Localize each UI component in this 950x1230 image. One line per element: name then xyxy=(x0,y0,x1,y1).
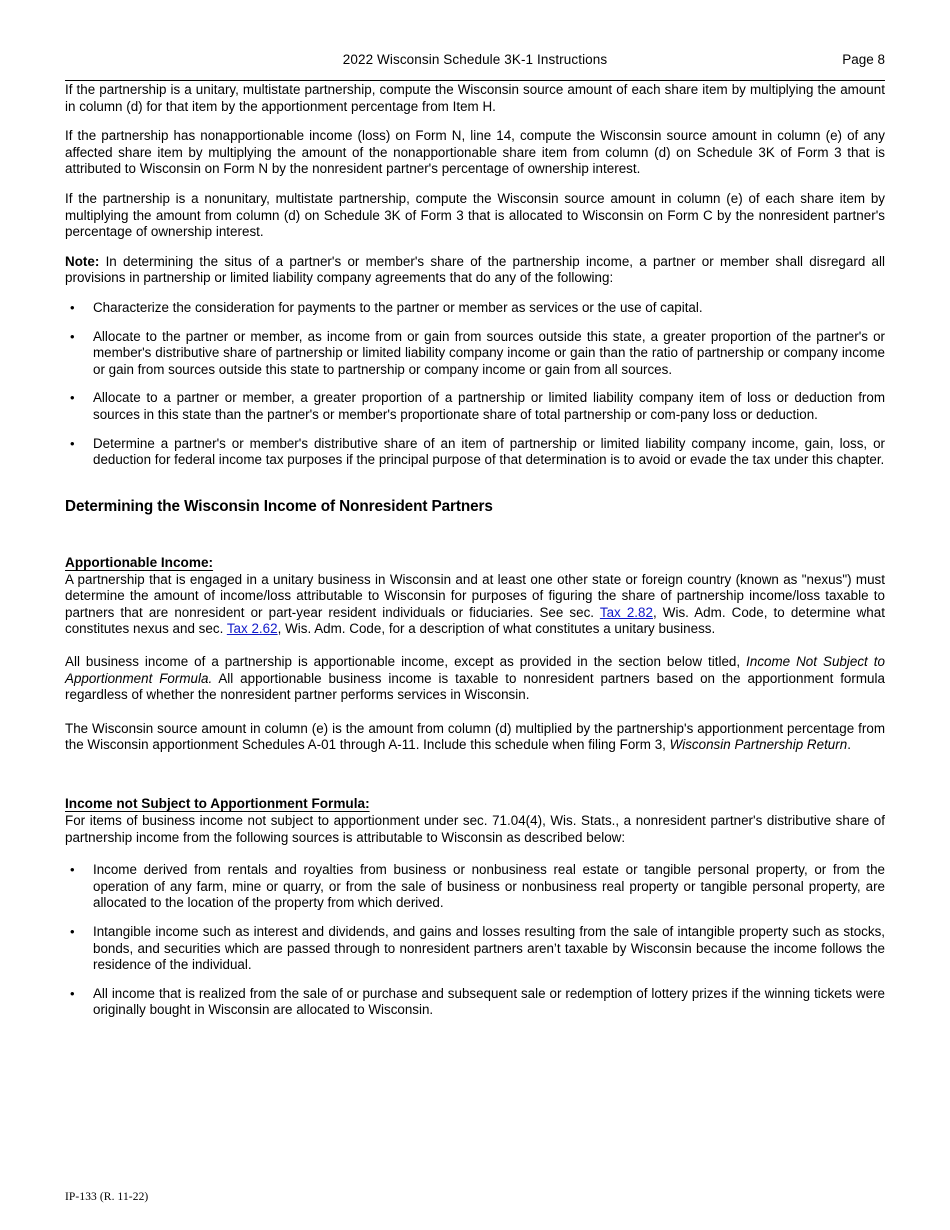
list-item-text: All income that is realized from the sale of or purchase and subsequent sale or redemption of lottery prizes if the winning tickets were originally bought in Wisconsin are allocated to Wisconsin. xyxy=(93,985,885,1018)
note-label: Note: xyxy=(65,253,100,269)
business-income-text-part-1: All business income of a partnership is apportionable income, except as provided in the section below titled, xyxy=(65,654,747,670)
paragraph-nexus-definition xyxy=(65,572,885,638)
paragraph-all-business-income xyxy=(65,654,885,704)
page-number: Page 8 xyxy=(842,52,885,67)
bullet-icon: • xyxy=(70,435,75,451)
list-item xyxy=(65,924,885,974)
note-bullet-list xyxy=(65,300,885,469)
list-item-text: Intangible income such as interest and dividends, and gains and losses resulting from the sale of intangible property such as stocks, bonds, and securities which are passed through to nonresident partners aren’t taxable by Wisconsin because the income follows the residence of the individual. xyxy=(93,924,885,973)
italic-wisconsin-partnership-return: Wisconsin Partnership Return xyxy=(669,737,848,753)
list-item-text: Determine a partner's or member's distributive share of an item of partnership or limited liability company income, gain, loss, or deduction for federal income tax purposes if the principal purpose of that determination is to avoid or evade the tax under this chapter. xyxy=(93,435,885,468)
subheading-apportionable-income-wrap xyxy=(65,535,885,572)
bullet-icon: • xyxy=(70,985,75,1001)
source-amount-text-part-1: The Wisconsin source amount in column (e) is the amount from column (d) multiplied by the partnership's apportionment percentage from the Wisconsin apportionment Schedules A-01 through A-11. Include this schedule when filing Form 3, xyxy=(65,720,885,753)
nexus-text-part-3: , Wis. Adm. Code, for a description of what constitutes a unitary business. xyxy=(277,621,716,637)
income-not-subject-bullet-list xyxy=(65,862,885,1019)
list-item-text: Characterize the consideration for payments to the partner or member as services or the use of capital. xyxy=(93,299,703,315)
footer-form-number: IP-133 (R. 11-22) xyxy=(65,1191,149,1203)
list-item xyxy=(65,986,885,1019)
document-title: 2022 Wisconsin Schedule 3K-1 Instructions xyxy=(342,52,608,67)
subheading-income-not-subject-to-apportionment: Income not Subject to Apportionment Formula: xyxy=(65,796,370,812)
bullet-icon: • xyxy=(70,390,75,406)
paragraph-nonunitary-partnership: If the partnership is a nonunitary, multistate partnership, compute the Wisconsin source amount in column (e) of each share item by multiplying the amount from column (d) on Schedule 3K of Form 3 that is allocated to Wisconsin on Form C by the nonresident partner's percentage of ownership interest. xyxy=(65,190,885,240)
list-item-text: Income derived from rentals and royalties from business or nonbusiness real estate or tangible personal property, or from the operation of any farm, mine or quarry, or from the sale of business or nonbusiness real property or tangible personal property, are allocated to the location of the property from which derived. xyxy=(93,862,885,911)
italic-income-not-subject-title: Income Not Subject to Apportionment Formula. xyxy=(65,654,885,686)
business-income-text-part-2: All apportionable business income is taxable to nonresident partners based on the apportionment formula regardless of whether the nonresident partner performs services in Wisconsin. xyxy=(65,670,885,703)
header-divider xyxy=(65,80,885,81)
bullet-icon: • xyxy=(70,924,75,939)
list-item-text: Allocate to a partner or member, a greater proportion of a partnership or limited liability company item of loss or deduction from sources in this state than the partner's or member's proportionate share of total partnership or com-pany loss or deduction. xyxy=(93,390,885,422)
bullet-icon: • xyxy=(70,328,75,344)
note-text: In determining the situs of a partner's or member's share of the partnership income, a partner or member shall disregard all provisions in partnership or limited liability company agreements that do any of the following: xyxy=(65,253,885,286)
paragraph-not-subject-intro: For items of business income not subject to apportionment under sec. 71.04(4), Wis. Stats., a nonresident partner's distributive share of partnership income from the following sources is attributable to Wisconsin as described below: xyxy=(65,813,885,845)
list-item xyxy=(65,436,885,469)
subheading-apportionable-income: Apportionable Income: xyxy=(65,554,214,570)
bullet-icon: • xyxy=(70,862,75,878)
page-header xyxy=(65,0,885,82)
nexus-text-part-1: A partnership that is engaged in a unitary business in Wisconsin and at least one other state or foreign country (known as "nexus") must determine the amount of income/loss attributable to Wisconsin for purposes of figuring the share of partnership income/loss taxable to partners that are nonresident or part-year resident individuals or fiduciaries. See sec. xyxy=(65,571,885,620)
page-content xyxy=(65,0,885,1019)
link-tax-2-62[interactable]: Tax 2.62 xyxy=(226,621,278,637)
paragraph-wisconsin-source-amount xyxy=(65,721,885,754)
list-item xyxy=(65,329,885,379)
list-item-text: Allocate to the partner or member, as income from or gain from sources outside this state, a greater proportion of the partner's or member's distributive share of partnership or limited liability company income or gain than the ratio of partnership or company income or gain from sources outside this state to partnership or company income or gain from all sources. xyxy=(93,328,885,377)
subheading-income-not-subject-wrap xyxy=(65,776,885,813)
link-tax-2-82[interactable]: Tax 2.82 xyxy=(599,604,653,620)
header-row xyxy=(65,52,885,70)
paragraph-unitary-partnership: If the partnership is a unitary, multistate partnership, compute the Wisconsin source amount of each share item by multiplying the amount in column (d) for that item by the apportionment percentage from Item H. xyxy=(65,82,885,114)
list-item xyxy=(65,390,885,423)
paragraph-note xyxy=(65,254,885,287)
list-item xyxy=(65,862,885,912)
paragraph-nonapportionable-income: If the partnership has nonapportionable income (loss) on Form N, line 14, compute the Wisconsin source amount in column (e) of any affected share item by multiplying the amount of the nonapportionable share item from column (d) on Schedule 3K of Form 3 that is attributed to Wisconsin on Form N by the nonresident partner's percentage of ownership interest. xyxy=(65,128,885,177)
nexus-text-part-2: , Wis. Adm. Code, to determine what constitutes nexus and sec. xyxy=(65,604,885,637)
section-heading-determining-wisconsin-income: Determining the Wisconsin Income of Nonresident Partners xyxy=(65,497,493,515)
source-amount-text-part-2: . xyxy=(847,737,851,753)
list-item xyxy=(65,300,885,317)
bullet-icon: • xyxy=(70,299,75,315)
